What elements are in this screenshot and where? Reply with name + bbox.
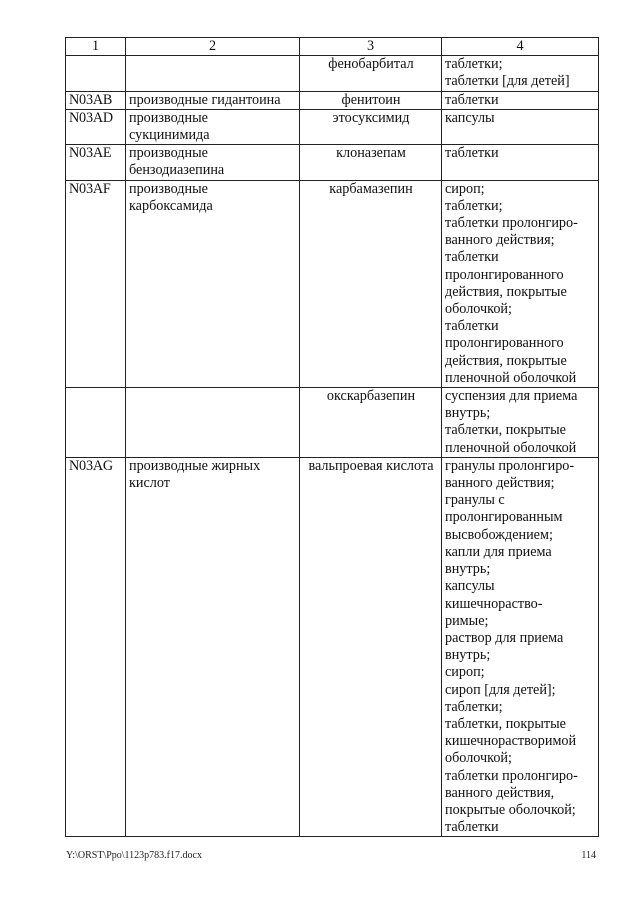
dosage-form-line: сироп [для детей];	[445, 681, 556, 698]
dosage-form-line: таблетки	[445, 91, 499, 108]
dosage-form-line: суспензия для приема	[445, 388, 578, 405]
dosage-forms-cell	[442, 457, 599, 836]
dosage-form-line: капсулы	[445, 578, 495, 595]
dosage-form-line: таблетки;	[445, 56, 503, 73]
group-name-cell	[126, 145, 300, 180]
dosage-forms-cell	[442, 388, 599, 458]
dosage-form-line: таблетки	[445, 318, 499, 335]
dosage-form-line: таблетки;	[445, 197, 503, 214]
atc-code-cell: N03AG	[66, 457, 126, 836]
table-row	[66, 180, 599, 387]
atc-code-cell: N03AB	[66, 91, 126, 109]
header-col-1: 1	[66, 38, 126, 56]
dosage-form-line: сироп;	[445, 180, 485, 197]
drug-name-cell: вальпроевая кислота	[300, 457, 442, 836]
dosage-forms-cell	[442, 91, 599, 109]
header-col-3: 3	[300, 38, 442, 56]
dosage-form-line: ванного действия;	[445, 232, 555, 249]
header-col-4: 4	[442, 38, 599, 56]
dosage-form-line: капли для приема	[445, 543, 552, 560]
dosage-form-line: кишечнораство-	[445, 595, 543, 612]
dosage-form-line: пленочной оболочкой	[445, 369, 577, 386]
table-body	[66, 56, 599, 837]
atc-code-cell	[66, 388, 126, 458]
dosage-form-line: таблетки	[445, 249, 499, 266]
dosage-form-line: внутрь;	[445, 647, 491, 664]
table-row	[66, 109, 599, 144]
drug-name-cell: фенитоин	[300, 91, 442, 109]
group-name-line: сукцинимида	[129, 127, 210, 144]
group-name-line: производные гидантоина	[129, 91, 281, 108]
table-row	[66, 457, 599, 836]
atc-code-cell	[66, 56, 126, 91]
dosage-form-line: пролонгированным	[445, 509, 563, 526]
dosage-form-line: раствор для приема	[445, 629, 564, 646]
dosage-form-line: пролонгированного	[445, 266, 564, 283]
dosage-form-line: ванного действия,	[445, 784, 555, 801]
atc-code-cell: N03AF	[66, 180, 126, 387]
table-row	[66, 56, 599, 91]
dosage-form-line: ванного действия;	[445, 475, 555, 492]
atc-code-cell: N03AD	[66, 109, 126, 144]
group-name-line: производные жирных	[129, 457, 261, 474]
table-row	[66, 91, 599, 109]
dosage-form-line: таблетки, покрытые	[445, 422, 566, 439]
drug-name-cell: карбамазепин	[300, 180, 442, 387]
group-name-line: карбоксамида	[129, 197, 213, 214]
dosage-forms-cell	[442, 109, 599, 144]
dosage-forms-cell	[442, 145, 599, 180]
dosage-form-line: кишечнорастворимой	[445, 733, 577, 750]
drug-name-cell: клоназепам	[300, 145, 442, 180]
table-row	[66, 388, 599, 458]
drug-name-cell: фенобарбитал	[300, 56, 442, 91]
dosage-forms-cell	[442, 56, 599, 91]
dosage-form-line: пролонгированного	[445, 335, 564, 352]
group-name-cell	[126, 91, 300, 109]
header-row	[66, 38, 599, 56]
group-name-cell	[126, 56, 300, 91]
dosage-form-line: таблетки	[445, 819, 499, 836]
dosage-form-line: внутрь;	[445, 405, 491, 422]
dosage-form-line: капсулы	[445, 109, 495, 126]
dosage-form-line: гранулы с	[445, 492, 505, 509]
group-name-line: производные	[129, 145, 208, 162]
dosage-form-line: пленочной оболочкой	[445, 439, 577, 456]
dosage-form-line: покрытые оболочкой;	[445, 801, 576, 818]
dosage-form-line: таблетки [для детей]	[445, 73, 570, 90]
atc-code-cell: N03AE	[66, 145, 126, 180]
footer-file-path: Y:\ORST\Ppo\1123p783.f17.docx	[66, 850, 202, 861]
group-name-line: производные	[129, 180, 208, 197]
drug-table	[65, 37, 599, 837]
dosage-form-line: высвобождением;	[445, 526, 553, 543]
header-col-2: 2	[126, 38, 300, 56]
dosage-form-line: таблетки	[445, 145, 499, 162]
drug-name-cell: окскарбазепин	[300, 388, 442, 458]
group-name-cell	[126, 109, 300, 144]
table-row	[66, 145, 599, 180]
group-name-line: производные	[129, 109, 208, 126]
dosage-form-line: таблетки пролонгиро-	[445, 767, 578, 784]
dosage-form-line: таблетки пролонгиро-	[445, 215, 578, 232]
dosage-form-line: сироп;	[445, 664, 485, 681]
dosage-form-line: действия, покрытые	[445, 283, 567, 300]
dosage-form-line: внутрь;	[445, 561, 491, 578]
group-name-cell	[126, 457, 300, 836]
dosage-form-line: римые;	[445, 612, 489, 629]
dosage-form-line: гранулы пролонгиро-	[445, 457, 575, 474]
group-name-cell	[126, 180, 300, 387]
dosage-form-line: таблетки, покрытые	[445, 715, 566, 732]
group-name-line: бензодиазепина	[129, 162, 225, 179]
dosage-form-line: таблетки;	[445, 698, 503, 715]
group-name-line: кислот	[129, 475, 170, 492]
table-header	[66, 38, 599, 56]
dosage-form-line: действия, покрытые	[445, 352, 567, 369]
dosage-form-line: оболочкой;	[445, 750, 512, 767]
dosage-forms-cell	[442, 180, 599, 387]
footer-page-number: 114	[581, 850, 596, 861]
group-name-cell	[126, 388, 300, 458]
dosage-form-line: оболочкой;	[445, 301, 512, 318]
drug-name-cell: этосуксимид	[300, 109, 442, 144]
